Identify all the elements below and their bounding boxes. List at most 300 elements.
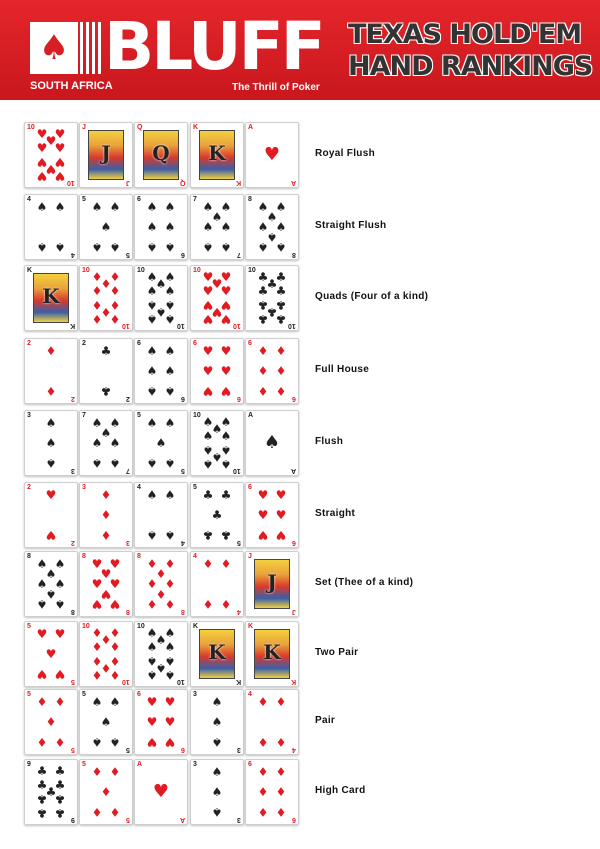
suit-pip-icon: ♠ bbox=[146, 653, 158, 668]
suit-pip-icon: ♥ bbox=[220, 297, 232, 312]
suit-pip-icon: ♦ bbox=[54, 734, 66, 749]
suit-pip-icon: ♣ bbox=[36, 805, 48, 820]
suit-pip-icon: ♠ bbox=[220, 239, 232, 254]
playing-card bbox=[245, 122, 299, 188]
playing-card bbox=[79, 265, 133, 331]
header-banner bbox=[0, 0, 600, 100]
playing-card bbox=[134, 410, 188, 476]
card-rank: 2 bbox=[27, 484, 31, 491]
card-rank-corner: 4 bbox=[71, 251, 75, 258]
suit-pip-icon: ♥ bbox=[45, 488, 57, 503]
playing-card bbox=[245, 338, 299, 404]
playing-card bbox=[245, 194, 299, 260]
suit-pip-icon: ♠ bbox=[146, 364, 158, 378]
suit-pip-icon: ♥ bbox=[257, 508, 269, 522]
suit-pip-icon: ♥ bbox=[164, 695, 176, 710]
suit-pip-icon: ♦ bbox=[257, 804, 269, 819]
card-rank: 4 bbox=[248, 691, 252, 698]
suit-pip-icon: ♥ bbox=[275, 488, 287, 503]
card-rank-corner: 3 bbox=[237, 746, 241, 753]
suit-pip-icon: ♣ bbox=[202, 488, 214, 503]
playing-card bbox=[245, 265, 299, 331]
card-rank: 10 bbox=[248, 267, 256, 274]
card-rank-corner: 5 bbox=[71, 678, 75, 685]
suit-pip-icon: ♦ bbox=[54, 695, 66, 710]
card-rank-corner: 10 bbox=[177, 678, 185, 685]
suit-pip-icon: ♣ bbox=[36, 778, 48, 793]
suit-pip-icon: ♠ bbox=[109, 436, 121, 450]
suit-pip-icon: ♠ bbox=[202, 415, 214, 430]
playing-card bbox=[245, 482, 299, 548]
card-rank-corner: 8 bbox=[181, 608, 185, 615]
card-rank: J bbox=[82, 124, 86, 131]
card-rank-corner: 6 bbox=[292, 395, 296, 402]
card-rank: 5 bbox=[193, 484, 197, 491]
card-rank-corner: 8 bbox=[126, 608, 130, 615]
suit-pip-icon: ♦ bbox=[100, 276, 112, 291]
card-rank: K bbox=[193, 124, 199, 131]
suit-pip-icon: ♦ bbox=[100, 785, 112, 799]
face-card-portrait bbox=[199, 130, 235, 180]
card-rank-corner: 10 bbox=[122, 678, 130, 685]
suit-pip-icon: ♥ bbox=[275, 527, 287, 542]
hand-row bbox=[24, 338, 584, 404]
card-rank-corner: 5 bbox=[126, 251, 130, 258]
suit-pip-icon: ♦ bbox=[100, 305, 112, 320]
suit-pip-icon: ♥ bbox=[91, 577, 103, 591]
suit-pip-icon: ♥ bbox=[146, 734, 158, 749]
suit-pip-icon: ♥ bbox=[202, 297, 214, 312]
suit-pip-icon: ♦ bbox=[109, 804, 121, 819]
card-rank-corner: 8 bbox=[292, 251, 296, 258]
hand-name: Straight bbox=[315, 508, 356, 519]
suit-pip-icon: ♠ bbox=[146, 220, 158, 234]
suit-pip-icon: ♥ bbox=[54, 154, 66, 169]
playing-card bbox=[79, 410, 133, 476]
playing-card bbox=[190, 265, 244, 331]
card-rank-corner: K bbox=[69, 322, 75, 329]
suit-pip-icon: ♣ bbox=[54, 778, 66, 793]
suit-pip-icon: ♠ bbox=[202, 220, 214, 234]
suit-pip-icon: ♦ bbox=[257, 695, 269, 710]
suit-pip-icon: ♠ bbox=[146, 311, 158, 326]
suit-pip-icon: ♥ bbox=[36, 666, 48, 681]
suit-pip-icon: ♦ bbox=[275, 383, 287, 398]
suit-pip-icon: ♠ bbox=[45, 567, 57, 582]
card-rank-corner: 10 bbox=[67, 179, 75, 186]
hand-name: Full House bbox=[315, 364, 370, 375]
suit-pip-icon: ♥ bbox=[202, 344, 214, 359]
suit-pip-icon: ♠ bbox=[54, 200, 66, 215]
suit-pip-icon: ♣ bbox=[54, 805, 66, 820]
suit-pip-icon: ♦ bbox=[100, 527, 112, 542]
suit-pip-icon: ♠ bbox=[164, 297, 176, 312]
suit-pip-icon: ♠ bbox=[211, 695, 223, 710]
suit-pip-icon: ♥ bbox=[100, 586, 112, 601]
face-card-portrait bbox=[143, 130, 179, 180]
hand-name: Quads (Four of a kind) bbox=[315, 291, 429, 302]
suit-pip-icon: ♠ bbox=[257, 200, 269, 215]
hand-name: Set (Thee of a kind) bbox=[315, 577, 414, 588]
suit-pip-icon: ♦ bbox=[257, 344, 269, 359]
suit-pip-icon: ♦ bbox=[257, 734, 269, 749]
suit-pip-icon: ♦ bbox=[91, 297, 103, 312]
hand-row bbox=[24, 482, 584, 548]
suit-pip-icon: ♥ bbox=[164, 734, 176, 749]
suit-pip-icon: ♥ bbox=[164, 715, 176, 729]
suit-pip-icon: ♥ bbox=[54, 666, 66, 681]
suit-pip-icon: ♣ bbox=[220, 527, 232, 542]
suit-pip-icon: ♦ bbox=[164, 596, 176, 611]
card-rank-corner: 10 bbox=[233, 322, 241, 329]
playing-card bbox=[190, 410, 244, 476]
suit-pip-icon: ♦ bbox=[202, 557, 214, 572]
card-rank: Q bbox=[137, 124, 143, 131]
card-rank: 8 bbox=[82, 553, 86, 560]
card-rank-corner: K bbox=[235, 678, 241, 685]
suit-pip-icon: ♠ bbox=[220, 200, 232, 215]
card-rank: 5 bbox=[82, 196, 86, 203]
suit-pip-icon: ♥ bbox=[202, 311, 214, 326]
suit-pip-icon: ♥ bbox=[220, 344, 232, 359]
suit-pip-icon: ♠ bbox=[91, 455, 103, 470]
suit-pip-icon: ♦ bbox=[109, 626, 121, 641]
suit-pip-icon: ♠ bbox=[275, 200, 287, 215]
suit-pip-icon: ♦ bbox=[257, 765, 269, 780]
face-card-portrait bbox=[254, 629, 290, 679]
suit-pip-icon: ♦ bbox=[275, 765, 287, 780]
card-rank-corner: 2 bbox=[71, 539, 75, 546]
suit-pip-icon: ♦ bbox=[275, 734, 287, 749]
card-rank: 8 bbox=[137, 553, 141, 560]
face-card-portrait bbox=[33, 273, 69, 323]
card-rank: 7 bbox=[193, 196, 197, 203]
suit-pip-icon: ♠ bbox=[211, 421, 223, 436]
suit-pip-icon: ♦ bbox=[109, 765, 121, 780]
suit-pip-icon: ♠ bbox=[164, 455, 176, 470]
card-rank: 8 bbox=[248, 196, 252, 203]
card-rank: 8 bbox=[27, 553, 31, 560]
playing-card bbox=[79, 338, 133, 404]
suit-pip-icon: ♠ bbox=[164, 239, 176, 254]
suit-pip-icon: ♣ bbox=[257, 270, 269, 285]
suit-pip-icon: ♠ bbox=[91, 695, 103, 710]
hand-name: Two Pair bbox=[315, 647, 359, 658]
suit-pip-icon: ♦ bbox=[275, 695, 287, 710]
suit-pip-icon: ♥ bbox=[220, 364, 232, 378]
suit-pip-icon: ♠ bbox=[146, 383, 158, 398]
suit-pip-icon: ♥ bbox=[263, 144, 281, 165]
suit-pip-icon: ♦ bbox=[109, 640, 121, 655]
playing-card bbox=[24, 482, 78, 548]
card-rank-corner: 5 bbox=[181, 467, 185, 474]
logo-badge bbox=[30, 22, 78, 74]
suit-pip-icon: ♥ bbox=[109, 557, 121, 572]
suit-pip-icon: ♠ bbox=[164, 311, 176, 326]
card-rank: 3 bbox=[27, 412, 31, 419]
card-rank: 4 bbox=[137, 484, 141, 491]
card-rank-corner: 5 bbox=[237, 539, 241, 546]
card-rank-corner: 4 bbox=[292, 746, 296, 753]
suit-pip-icon: ♣ bbox=[220, 488, 232, 503]
suit-pip-icon: ♠ bbox=[164, 653, 176, 668]
suit-pip-icon: ♠ bbox=[155, 276, 167, 291]
suit-pip-icon: ♠ bbox=[220, 456, 232, 471]
card-rank-corner: 7 bbox=[126, 467, 130, 474]
suit-pip-icon: ♠ bbox=[164, 626, 176, 641]
card-rank: 5 bbox=[27, 691, 31, 698]
card-rank-corner: 6 bbox=[237, 395, 241, 402]
suit-pip-icon: ♣ bbox=[275, 297, 287, 312]
suit-pip-icon: ♥ bbox=[91, 557, 103, 572]
card-rank-corner: J bbox=[126, 179, 130, 186]
card-rank: 5 bbox=[82, 761, 86, 768]
suit-pip-icon: ♥ bbox=[100, 567, 112, 582]
suit-pip-icon: ♠ bbox=[202, 442, 214, 457]
hand-row bbox=[24, 689, 584, 755]
suit-pip-icon: ♠ bbox=[275, 239, 287, 254]
playing-card bbox=[245, 410, 299, 476]
suit-pip-icon: ♠ bbox=[109, 239, 121, 254]
suit-pip-icon: ♠ bbox=[164, 416, 176, 431]
suit-pip-icon: ♦ bbox=[275, 344, 287, 359]
tagline: The Thrill of Poker bbox=[232, 82, 320, 93]
suit-pip-icon: ♦ bbox=[155, 567, 167, 582]
suit-pip-icon: ♦ bbox=[109, 270, 121, 285]
suit-pip-icon: ♥ bbox=[220, 284, 232, 299]
playing-card bbox=[134, 338, 188, 404]
suit-pip-icon: ♥ bbox=[152, 781, 170, 802]
suit-pip-icon: ♠ bbox=[100, 220, 112, 234]
suit-pip-icon: ♠ bbox=[164, 667, 176, 682]
suit-pip-icon: ♥ bbox=[202, 364, 214, 378]
suit-pip-icon: ♥ bbox=[275, 508, 287, 522]
suit-pip-icon: ♥ bbox=[36, 127, 48, 142]
suit-pip-icon: ♠ bbox=[202, 239, 214, 254]
suit-pip-icon: ♠ bbox=[45, 416, 57, 431]
suit-pip-icon: ♠ bbox=[263, 432, 281, 453]
playing-card bbox=[190, 482, 244, 548]
suit-pip-icon: ♦ bbox=[275, 804, 287, 819]
card-rank: 10 bbox=[137, 623, 145, 630]
suit-pip-icon: ♥ bbox=[202, 284, 214, 299]
playing-card bbox=[79, 759, 133, 825]
playing-card bbox=[134, 551, 188, 617]
suit-pip-icon: ♠ bbox=[146, 344, 158, 359]
suit-pip-icon: ♠ bbox=[146, 416, 158, 431]
suit-pip-icon: ♠ bbox=[164, 344, 176, 359]
card-rank: 10 bbox=[27, 124, 35, 131]
card-rank-corner: 6 bbox=[181, 746, 185, 753]
suit-pip-icon: ♠ bbox=[202, 456, 214, 471]
card-rank-corner: 6 bbox=[181, 251, 185, 258]
playing-card bbox=[134, 482, 188, 548]
suit-pip-icon: ♠ bbox=[220, 442, 232, 457]
suit-pip-icon: ♦ bbox=[91, 626, 103, 641]
card-rank-corner: 6 bbox=[181, 395, 185, 402]
suit-pip-icon: ♥ bbox=[257, 488, 269, 503]
suit-pip-icon: ♠ bbox=[164, 383, 176, 398]
suit-pip-icon: ♠ bbox=[220, 429, 232, 444]
face-card-portrait bbox=[254, 559, 290, 609]
suit-pip-icon: ♥ bbox=[36, 168, 48, 183]
playing-card bbox=[24, 410, 78, 476]
suit-pip-icon: ♠ bbox=[36, 239, 48, 254]
suit-pip-icon: ♣ bbox=[257, 284, 269, 299]
suit-pip-icon: ♠ bbox=[146, 284, 158, 299]
card-rank-corner: 10 bbox=[233, 467, 241, 474]
card-rank-corner: 7 bbox=[237, 251, 241, 258]
suit-pip-icon: ♠ bbox=[45, 586, 57, 601]
card-rank: 10 bbox=[193, 267, 201, 274]
suit-pip-icon: ♠ bbox=[54, 239, 66, 254]
suit-pip-icon: ♦ bbox=[202, 596, 214, 611]
playing-card bbox=[190, 759, 244, 825]
suit-pip-icon: ♦ bbox=[109, 284, 121, 299]
card-rank: 4 bbox=[27, 196, 31, 203]
suit-pip-icon: ♠ bbox=[211, 450, 223, 465]
suit-pip-icon: ♠ bbox=[146, 488, 158, 503]
card-rank: K bbox=[193, 623, 199, 630]
suit-pip-icon: ♠ bbox=[146, 527, 158, 542]
card-rank-corner: 2 bbox=[126, 395, 130, 402]
suit-pip-icon: ♠ bbox=[146, 455, 158, 470]
playing-card bbox=[79, 194, 133, 260]
suit-pip-icon: ♣ bbox=[54, 791, 66, 806]
card-rank: 6 bbox=[248, 761, 252, 768]
suit-pip-icon: ♦ bbox=[220, 557, 232, 572]
playing-card bbox=[79, 482, 133, 548]
suit-pip-icon: ♠ bbox=[54, 596, 66, 611]
suit-pip-icon: ♦ bbox=[91, 284, 103, 299]
playing-card bbox=[79, 689, 133, 755]
playing-card bbox=[190, 621, 244, 687]
card-rank-corner: 3 bbox=[126, 539, 130, 546]
suit-pip-icon: ♥ bbox=[45, 133, 57, 148]
suit-pip-icon: ♠ bbox=[91, 416, 103, 431]
suit-pip-icon: ♥ bbox=[211, 276, 223, 291]
card-rank: 3 bbox=[193, 691, 197, 698]
suit-pip-icon: ♦ bbox=[45, 344, 57, 359]
suit-pip-icon: ♠ bbox=[257, 220, 269, 234]
card-rank-corner: A bbox=[290, 179, 296, 186]
card-rank: A bbox=[137, 761, 143, 768]
suit-pip-icon: ♠ bbox=[266, 210, 278, 225]
suit-pip-icon: ♣ bbox=[45, 785, 57, 799]
suit-pip-icon: ♥ bbox=[220, 270, 232, 285]
hand-row bbox=[24, 122, 584, 188]
playing-card bbox=[24, 689, 78, 755]
suit-pip-icon: ♠ bbox=[155, 436, 167, 450]
suit-pip-icon: ♦ bbox=[164, 577, 176, 591]
suit-pip-icon: ♥ bbox=[54, 141, 66, 156]
suit-pip-icon: ♣ bbox=[257, 297, 269, 312]
suit-pip-icon: ♠ bbox=[164, 220, 176, 234]
card-rank-corner: 8 bbox=[71, 608, 75, 615]
suit-pip-icon: ♠ bbox=[54, 557, 66, 572]
playing-card bbox=[245, 621, 299, 687]
card-rank-corner: 5 bbox=[126, 816, 130, 823]
suit-pip-icon: ♦ bbox=[91, 311, 103, 326]
suit-pip-icon: ♦ bbox=[91, 270, 103, 285]
suit-pip-icon: ♥ bbox=[36, 154, 48, 169]
suit-pip-icon: ♦ bbox=[155, 586, 167, 601]
suit-pip-icon: ♠ bbox=[202, 429, 214, 444]
suit-pip-icon: ♦ bbox=[257, 364, 269, 378]
playing-card bbox=[79, 551, 133, 617]
suit-pip-icon: ♠ bbox=[211, 765, 223, 780]
suit-pip-icon: ♠ bbox=[155, 632, 167, 647]
logo-wordmark: BLUFF bbox=[104, 8, 323, 85]
card-rank: J bbox=[248, 553, 252, 560]
suit-pip-icon: ♠ bbox=[155, 661, 167, 676]
playing-card bbox=[134, 122, 188, 188]
face-card-letter: K bbox=[208, 141, 226, 165]
suit-pip-icon: ♠ bbox=[164, 488, 176, 503]
suit-pip-icon: ♠ bbox=[109, 416, 121, 431]
card-rank-corner: 6 bbox=[292, 816, 296, 823]
suit-pip-icon: ♠ bbox=[100, 715, 112, 729]
suit-pip-icon: ♠ bbox=[164, 200, 176, 215]
suit-pip-icon: ♣ bbox=[54, 764, 66, 779]
suit-pip-icon: ♠ bbox=[146, 640, 158, 655]
suit-pip-icon: ♠ bbox=[202, 200, 214, 215]
suit-pip-icon: ♠ bbox=[155, 305, 167, 320]
suit-pip-icon: ♦ bbox=[109, 297, 121, 312]
card-rank: 9 bbox=[27, 761, 31, 768]
card-rank: 10 bbox=[137, 267, 145, 274]
card-rank: 5 bbox=[137, 412, 141, 419]
card-rank-corner: K bbox=[290, 678, 296, 685]
suit-pip-icon: ♣ bbox=[266, 276, 278, 291]
suit-pip-icon: ♦ bbox=[91, 653, 103, 668]
card-rank: 7 bbox=[82, 412, 86, 419]
playing-card bbox=[190, 551, 244, 617]
hand-row bbox=[24, 265, 584, 331]
suit-pip-icon: ♣ bbox=[257, 311, 269, 326]
suit-pip-icon: ♥ bbox=[36, 627, 48, 642]
card-rank-corner: 4 bbox=[237, 608, 241, 615]
face-card-letter: J bbox=[101, 141, 111, 165]
card-rank: 2 bbox=[27, 340, 31, 347]
suit-pip-icon: ♠ bbox=[211, 210, 223, 225]
suit-pip-icon: ♠ bbox=[91, 239, 103, 254]
suit-pip-icon: ♠ bbox=[164, 364, 176, 378]
suit-pip-icon: ♠ bbox=[220, 415, 232, 430]
card-rank: 5 bbox=[27, 623, 31, 630]
hand-name: Flush bbox=[315, 436, 344, 447]
suit-pip-icon: ♣ bbox=[100, 344, 112, 359]
suit-pip-icon: ♦ bbox=[109, 653, 121, 668]
hand-name: Pair bbox=[315, 715, 336, 726]
card-rank: K bbox=[27, 267, 33, 274]
card-rank-corner: K bbox=[235, 179, 241, 186]
face-card-letter: K bbox=[208, 640, 226, 664]
suit-pip-icon: ♥ bbox=[54, 627, 66, 642]
card-rank: 3 bbox=[82, 484, 86, 491]
suit-pip-icon: ♥ bbox=[54, 127, 66, 142]
card-rank: 6 bbox=[248, 484, 252, 491]
suit-pip-icon: ♦ bbox=[257, 383, 269, 398]
suit-pip-icon: ♠ bbox=[109, 695, 121, 710]
suit-pip-icon: ♠ bbox=[100, 426, 112, 441]
suit-pip-icon: ♦ bbox=[91, 667, 103, 682]
suit-pip-icon: ♣ bbox=[266, 305, 278, 320]
suit-pip-icon: ♦ bbox=[100, 661, 112, 676]
page-title-line2: HAND RANKINGS bbox=[348, 51, 593, 82]
face-card-letter: K bbox=[42, 284, 60, 308]
suit-pip-icon: ♥ bbox=[109, 577, 121, 591]
